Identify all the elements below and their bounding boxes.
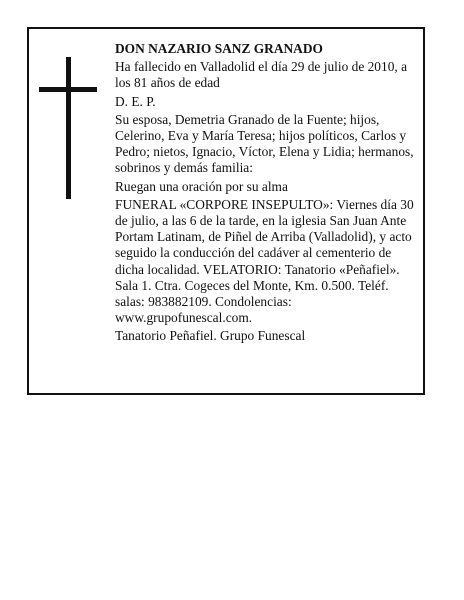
deceased-name: DON NAZARIO SANZ GRANADO [115, 41, 323, 56]
obituary-frame [27, 27, 425, 395]
rip-text: D. E. P. [115, 93, 156, 109]
family-list: Su esposa, Demetria Granado de la Fuente; hijos, Celerino, Eva y María Teresa; hijos políticos, Carlos y Pedro; nietos, Ignacio, Víctor, Elena y Lidia; hermanos, sobrinos y demás familia: [115, 111, 414, 176]
funeral-details: FUNERAL «CORPORE INSEPULTO»: Viernes día 30 de julio, a las 6 de la tarde, en la iglesia San Juan Ante Portam Latinam, de Piñel de Arriba (Valladolid), y acto seguido la conducción del cadáver al cementerio de dicha localidad. VELATORIO: Tanatorio «Peñafiel». Sala 1. Ctra. Cogeces del Monte, Km. 0.500. Teléf. salas: 983882109. Condolencias: www.grupofunescal.com. [115, 196, 414, 326]
cross-icon [39, 57, 97, 199]
funeral-home-footer: Tanatorio Peñafiel. Grupo Funescal [115, 328, 306, 344]
death-announcement: Ha fallecido en Valladolid el día 29 de julio de 2010, a los 81 años de edad [115, 59, 408, 91]
prayer-request: Ruegan una oración por su alma [115, 178, 288, 194]
obituary-text [115, 41, 421, 345]
cross-horizontal-bar [39, 87, 97, 92]
cross-vertical-bar [66, 57, 71, 199]
